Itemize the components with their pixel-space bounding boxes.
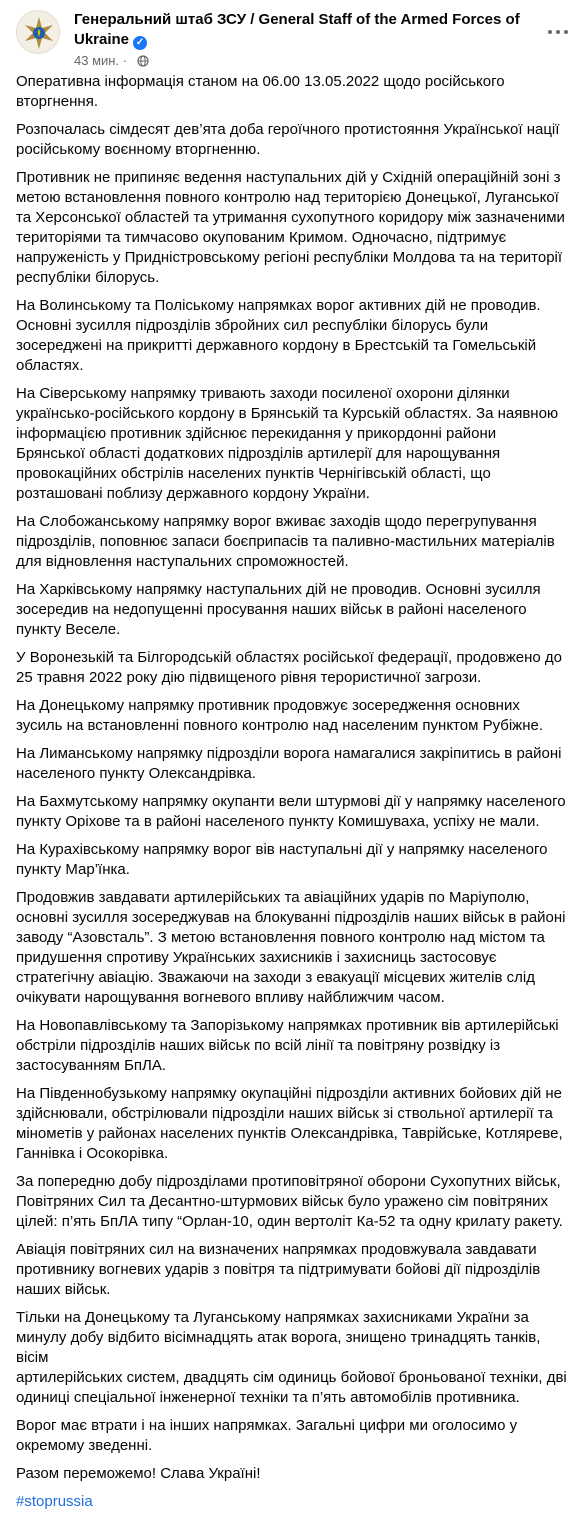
post-paragraph: Разом переможемо! Слава Україні! [16,1465,261,1482]
post-paragraph: На Новопавлівському та Запорізькому напрямках противник вів артилерійські обстріли підрозділів наших військ по всій лінії та повітряну розвідку із застосуванням БпЛА. [16,1017,559,1074]
globe-icon [137,55,149,67]
more-dot-icon [548,30,552,34]
post-paragraph: На Волинському та Поліському напрямках ворог активних дій не проводив. Основні зусилля підрозділів збройних сил республіки білорусь були зосереджені на прикритті державного кордону в Брестській та Гомельській областях. [16,297,541,374]
post-paragraph: За попередню добу підрозділами протиповітряної оборони Сухопутних військ, Повітряних Сил та Десантно-штурмових військ було уражено сім повітряних цілей: п’ять БпЛА типу “Орлан-10, один вертоліт Ка-52 та одну крилату ракету. [16,1173,563,1230]
post-paragraph: У Воронезькій та Білгородській областях російської федерації, продовжено до 25 травня 2022 року дію підвищеного рівня терористичної загрози. [16,649,562,686]
post-paragraph: Тільки на Донецькому та Луганському напрямках захисниками України за минулу добу відбито вісімнадцять атак ворога, знищено тринадцять танків, вісім артилерійських систем, двадцять сім одиниць бойової броньованої техніки, дві одиниці спеціальної інженерної техніки та п’ять автомобілів противника. [16,1309,567,1406]
post-paragraph: Розпочалась сімдесят дев’ята доба героїчного протистояння Української нації російському воєнному вторгненню. [16,121,560,158]
post-paragraph: На Бахмутському напрямку окупанти вели штурмові дії у напрямку населеного пункту Оріхове та в районі населеного пункту Комишуваха, успіху не мали. [16,793,566,830]
post-paragraph: На Курахівському напрямку ворог вів наступальні дії у напрямку населеного пункту Мар’їнка. [16,841,548,878]
emblem-icon [17,11,60,54]
meta-separator: · [122,53,128,68]
more-dot-icon [556,30,560,34]
post-paragraph: На Харківському напрямку наступальних дій не проводив. Основні зусилля зосередив на недопущенні просування наших військ в районі населеного пункту Веселе. [16,581,541,638]
post-paragraph: На Сіверському напрямку тривають заходи посиленої охорони ділянки українсько-російського кордону в Брянській та Курській областях. За наявною інформацією противник здійснює перекидання у прикордонні райони Брянської області додаткових підрозділів артилерії для нарощування провокаційних обстрілів населених пунктів Чернігівській області, що розташовані поблизу державного кордону України. [16,385,559,502]
hashtag-line [16,1492,570,1512]
page-name-text[interactable]: Генеральний штаб ЗСУ / General Staff of the Armed Forces of Ukraine [74,11,520,48]
post-header [16,8,570,68]
more-options-button[interactable] [546,22,570,42]
post-paragraph: Оперативна інформація станом на 06.00 13.05.2022 щодо російського вторгнення. [16,73,505,110]
post-paragraph: На Південнобузькому напрямку окупаційні підрозділи активних бойових дій не здійснювали, обстрілювали підрозділи наших військ зі ствольної артилерії та мінометів у районах населених пунктів Олександрівка, Таврійське, Котляреве, Ганнівка і Осокорівка. [16,1085,563,1162]
post-paragraph: Ворог має втрати і на інших напрямках. Загальні цифри ми оголосимо у окремому зведенні. [16,1417,518,1454]
post-timestamp[interactable]: 43 мин. [74,53,120,68]
post-paragraph: На Донецькому напрямку противник продовжує зосередження основних зусиль на встановленні повного контролю над населеним пунктом Рубіжне. [16,697,544,734]
post-paragraph: Авіація повітряних сил на визначених напрямках продовжувала завдавати противнику вогневих ударів з повітря та підтримувати бойові дії підрозділів наших військ. [16,1241,541,1298]
hashtag-link[interactable]: #stoprussia [16,1493,93,1510]
post-paragraph: Противник не припиняє ведення наступальних дій у Східній операційній зоні з метою встановлення повного контролю над територією Донецької, Луганської та Херсонської областей та утримання сухопутного коридору між зазначеними територіями та тимчасово окупованим Кримом. Одночасно, підтримує напруженість у Придністровському регіоні республіки Молдова та на території республіки білорусь. [16,169,565,286]
verified-badge-icon: ✓ [133,36,147,50]
post-paragraph: Продовжив завдавати артилерійських та авіаційних ударів по Маріуполю, основні зусилля зосереджував на блокуванні підрозділів наших військ в районі заводу “Азовсталь”. З метою встановлення повного контролю над містом та придушення спротиву Українських захисників і захисниць застосовує стратегічну авіацію. Зважаючи на заходи з евакуації місцевих жителів слід очікувати нарощування вогневого впливу найближчим часом. [16,889,566,1006]
page-avatar[interactable] [16,10,60,54]
page-name[interactable] [74,10,524,50]
post-meta [74,53,149,69]
more-dot-icon [564,30,568,34]
post-body [16,72,570,1520]
post-paragraph: На Слобожанському напрямку ворог вживає заходів щодо перегрупування підрозділів, поповнює запаси боєприпасів та паливно-мастильних матеріалів для відновлення наступальних спроможностей. [16,513,555,570]
post-paragraph: На Лиманському напрямку підрозділи ворога намагалися закріпитись в районі населеного пункту Олександрівка. [16,745,562,782]
